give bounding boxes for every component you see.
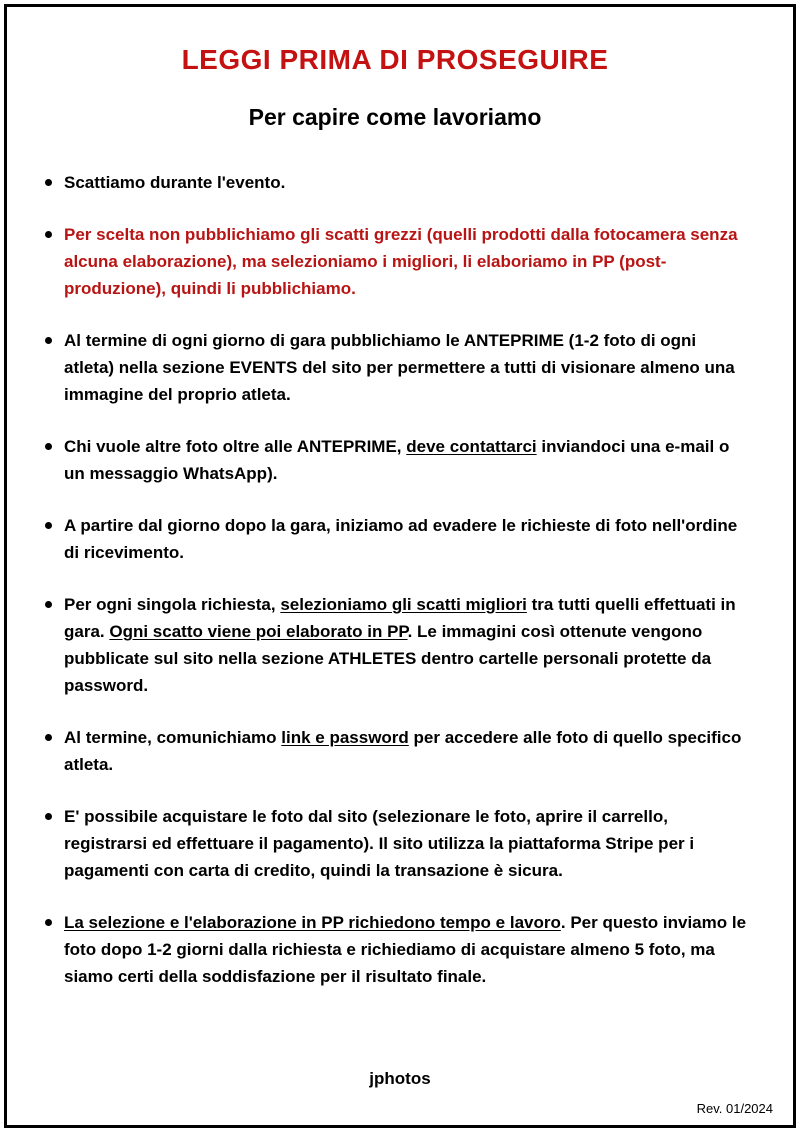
bullet-dot-icon [45, 601, 52, 608]
bullet-text-segment: Al termine, comunichiamo [64, 728, 282, 747]
bullet-text-segment: tra tutti quelli effettuati in gara. [64, 595, 736, 641]
bullet-item [43, 724, 747, 778]
bullet-dot-icon [45, 919, 52, 926]
bullet-text-segment: Chi vuole altre foto oltre alle ANTEPRIME, [64, 437, 407, 456]
bullet-text-segment: . Le immagini così ottenute vengono pubblicate sul sito nella sezione ATHLETES dentro cartelle personali protette da password. [64, 622, 712, 695]
footer-revision: Rev. 01/2024 [696, 1101, 773, 1116]
bullet-text-segment: E' possibile acquistare le foto dal sito (selezionare le foto, aprire il carrello, registrarsi ed effettuare il pagamento). Il sito utilizza la piattaforma Stripe per i pagamenti con carta di credito, quindi la transazione è sicura. [64, 807, 695, 880]
bullet-item [43, 512, 747, 566]
bullet-text-segment: deve contattarci [406, 437, 537, 456]
bullet-text-segment: per accedere alle foto di quello specifico atleta. [64, 728, 742, 774]
bullet-dot-icon [45, 231, 52, 238]
bullet-item [43, 591, 747, 699]
bullet-dot-icon [45, 734, 52, 741]
bullet-item [43, 909, 747, 990]
bullet-text-segment: Per scelta non pubblichiamo gli scatti grezzi (quelli prodotti dalla fotocamera senza alcuna elaborazione), ma selezioniamo i migliori, li elaboriamo in PP (post-produzione), quindi li pubblichiamo. [64, 225, 738, 298]
bullet-dot-icon [45, 813, 52, 820]
bullet-item [43, 221, 747, 302]
page-title: LEGGI PRIMA DI PROSEGUIRE [181, 44, 609, 75]
bullet-text-segment: Ogni scatto viene poi elaborato in PP [109, 622, 408, 641]
bullet-dot-icon [45, 337, 52, 344]
bullet-text-segment: A partire dal giorno dopo la gara, iniziamo ad evadere le richieste di foto nell'ordine di ricevimento. [64, 516, 738, 562]
bullet-text-segment: La selezione e l'elaborazione in PP richiedono tempo e lavoro [64, 913, 561, 932]
bullet-dot-icon [45, 179, 52, 186]
bullet-list [43, 169, 747, 990]
bullet-item [43, 433, 747, 487]
bullet-text-segment: Scattiamo durante l'evento. [64, 173, 286, 192]
document-page [4, 4, 796, 1128]
bullet-text-segment: Al termine di ogni giorno di gara pubblichiamo le ANTEPRIME (1-2 foto di ogni atleta) nella sezione EVENTS del sito per permettere a tutti di visionare almeno una immagine del proprio atleta. [64, 331, 735, 404]
bullet-text-segment: link e password [281, 728, 409, 747]
bullet-dot-icon [45, 443, 52, 450]
bullet-text-segment: inviandoci una e-mail o un messaggio WhatsApp). [64, 437, 730, 483]
bullet-text-segment: . Per questo inviamo le foto dopo 1-2 giorni dalla richiesta e richiediamo di acquistare almeno 5 foto, ma siamo certi della soddisfazione per il risultato finale. [64, 913, 747, 986]
footer-brand: jphotos [369, 1069, 431, 1088]
bullet-item [43, 169, 747, 196]
bullet-item [43, 327, 747, 408]
bullet-text-segment: Per ogni singola richiesta, [64, 595, 281, 614]
bullet-dot-icon [45, 522, 52, 529]
bullet-item [43, 803, 747, 884]
bullet-text-segment: selezioniamo gli scatti migliori [280, 595, 527, 614]
page-subtitle: Per capire come lavoriamo [248, 104, 542, 130]
